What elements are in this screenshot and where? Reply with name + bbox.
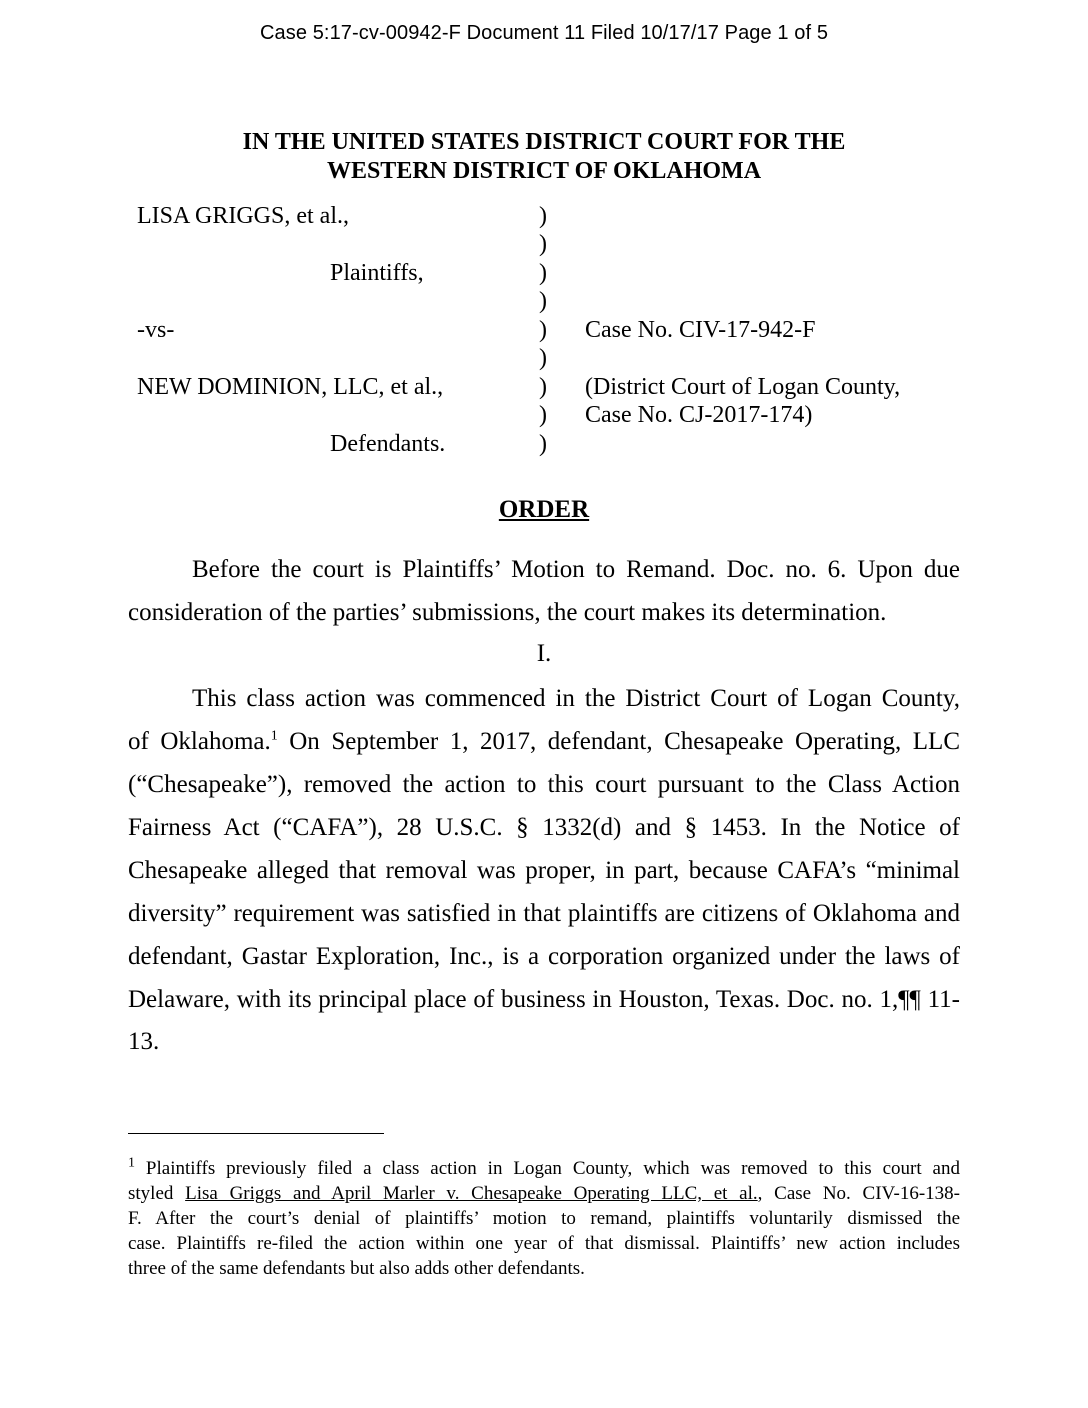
- case-number: Case No. CIV-17-942-F: [585, 317, 816, 343]
- intro-line: Before the court is Plaintiffs’ Motion to Remand. Doc. no. 6. Upon due: [192, 556, 960, 583]
- court-title-line1: IN THE UNITED STATES DISTRICT COURT FOR THE: [242, 129, 846, 155]
- caption-paren: ): [539, 431, 547, 457]
- footnote-line: F. After the court’s denial of plaintiffs’ motion to remand, plaintiffs voluntarily dismissed the: [128, 1208, 960, 1229]
- docket-header: Case 5:17-cv-00942-F Document 11 Filed 10/17/17 Page 1 of 5: [259, 22, 829, 44]
- caption-paren: ): [539, 317, 547, 343]
- footnote-text: Plaintiffs previously filed a class action in Logan County, which was removed to this court and: [135, 1158, 960, 1179]
- body-text: On September 1, 2017, defendant, Chesapeake Operating, LLC: [277, 728, 960, 755]
- defendant-role: Defendants.: [330, 431, 446, 457]
- footnote-divider: [128, 1133, 384, 1134]
- body-line: defendant, Gastar Exploration, Inc., is a corporation organized under the laws of: [128, 943, 960, 970]
- footnote-line: [128, 1182, 960, 1206]
- body-line: Chesapeake alleged that removal was proper, in part, because CAFA’s “minimal: [128, 857, 960, 884]
- footnote-line: three of the same defendants but also adds other defendants.: [128, 1258, 585, 1279]
- body-line: diversity” requirement was satisfied in that plaintiffs are citizens of Oklahoma and: [128, 900, 960, 927]
- footnote-reference: 1: [270, 728, 278, 744]
- caption-paren: ): [539, 402, 547, 428]
- footnote-text: , Case No. CIV-16-138-: [757, 1183, 960, 1204]
- caption-paren: ): [539, 260, 547, 286]
- caption-paren: ): [539, 374, 547, 400]
- body-line: 13.: [128, 1028, 160, 1055]
- caption-paren: ): [539, 288, 547, 314]
- body-line: Delaware, with its principal place of business in Houston, Texas. Doc. no. 1,¶¶ 11-: [128, 986, 960, 1013]
- footnote-line: case. Plaintiffs re-filed the action within one year of that dismissal. Plaintiffs’ new action includes: [128, 1233, 960, 1254]
- court-title-line2: WESTERN DISTRICT OF OKLAHOMA: [326, 158, 762, 184]
- caption-paren: ): [539, 345, 547, 371]
- caption-paren: ): [539, 231, 547, 257]
- section-number: I.: [536, 640, 552, 667]
- order-title: ORDER: [498, 496, 590, 523]
- origin-court-line1: (District Court of Logan County,: [585, 374, 901, 400]
- footnote-line: [128, 1157, 960, 1181]
- footnote-marker: 1: [128, 1157, 135, 1171]
- defendant-name: NEW DOMINION, LLC, et al.,: [137, 374, 444, 400]
- versus-label: -vs-: [137, 317, 175, 343]
- intro-line: consideration of the parties’ submissions, the court makes its determination.: [128, 599, 887, 626]
- footnote-text: styled: [128, 1183, 186, 1204]
- body-line: [128, 727, 960, 757]
- caption-paren: ): [539, 203, 547, 229]
- plaintiff-name: LISA GRIGGS, et al.,: [137, 203, 349, 229]
- body-text: of Oklahoma.: [128, 728, 271, 755]
- body-line: This class action was commenced in the District Court of Logan County,: [192, 685, 960, 712]
- plaintiff-role: Plaintiffs,: [330, 260, 424, 286]
- cited-case-name: Lisa Griggs and April Marler v. Chesapeake Operating LLC, et al.: [185, 1183, 758, 1204]
- origin-court-line2: Case No. CJ-2017-174): [585, 402, 813, 428]
- body-line: (“Chesapeake”), removed the action to this court pursuant to the Class Action: [128, 771, 960, 798]
- body-line: Fairness Act (“CAFA”), 28 U.S.C. § 1332(d) and § 1453. In the Notice of: [128, 814, 960, 841]
